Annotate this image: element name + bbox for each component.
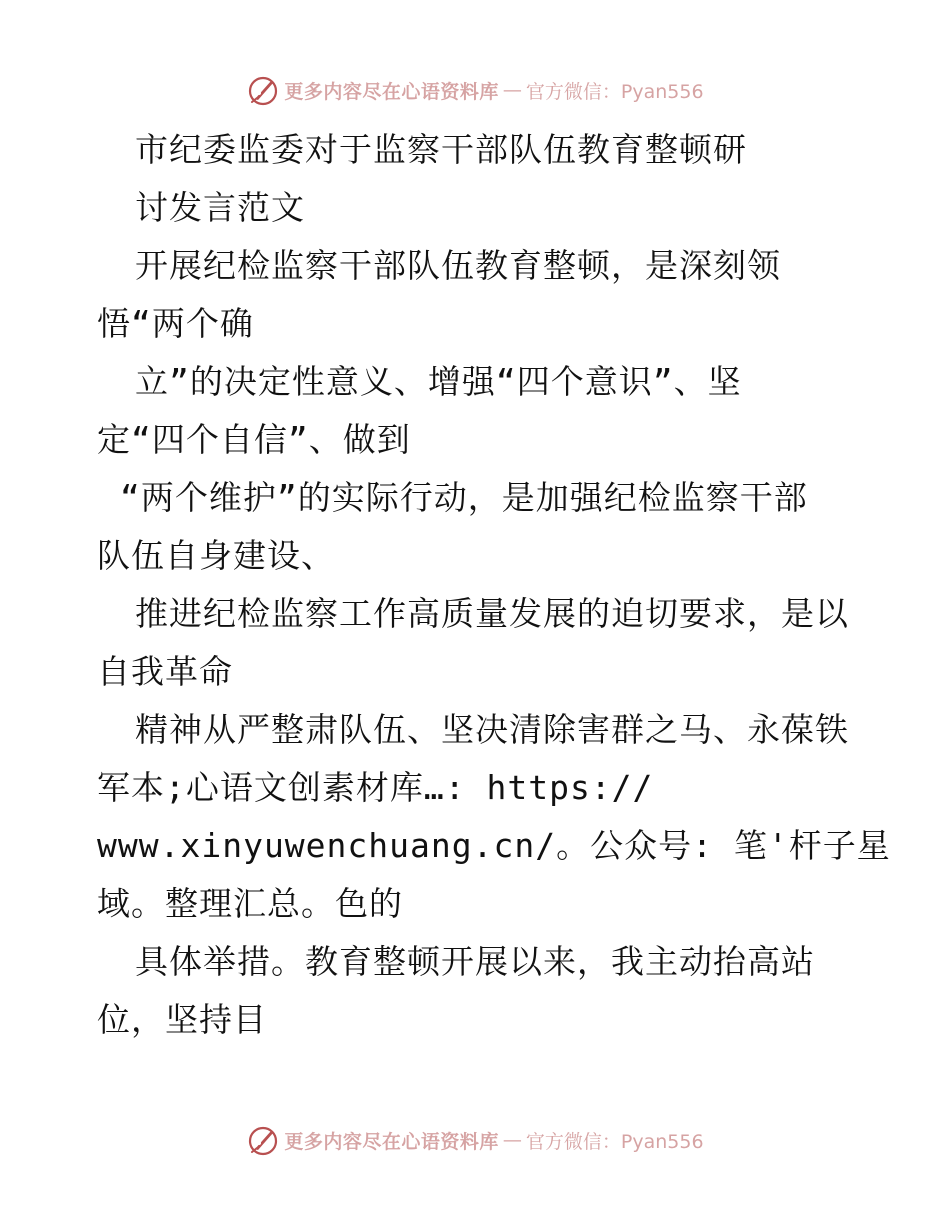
watermark-group bbox=[246, 73, 703, 107]
doc-line: “两个维护”的实际行动，是加强纪检监察干部 bbox=[120, 478, 808, 517]
doc-line: 自我革命 bbox=[97, 652, 233, 691]
doc-line: 具体举措。教育整顿开展以来，我主动抬高站 bbox=[135, 942, 815, 981]
watermark-text: 更多内容尽在心语资料库 bbox=[284, 80, 499, 103]
header-watermark bbox=[0, 70, 950, 110]
watermark-separator: — bbox=[502, 79, 522, 101]
pen-feather-logo-icon bbox=[246, 1123, 280, 1157]
doc-line: 精神从严整肃队伍、坚决清除害群之马、永葆铁 bbox=[135, 710, 849, 749]
doc-line: 定“四个自信”、做到 bbox=[97, 420, 411, 459]
watermark-group bbox=[246, 1123, 703, 1157]
doc-line: 悟“两个确 bbox=[97, 304, 254, 343]
watermark-text: 更多内容尽在心语资料库 bbox=[284, 1130, 499, 1153]
doc-line: 推进纪检监察工作高质量发展的迫切要求，是以 bbox=[135, 594, 849, 633]
pen-feather-logo-icon bbox=[246, 73, 280, 107]
doc-line: 立”的决定性意义、增强“四个意识”、坚 bbox=[135, 362, 742, 401]
doc-line: www.xinyuwenchuang.cn/。公众号: 笔'杆子星 bbox=[97, 826, 891, 865]
doc-line: 队伍自身建设、 bbox=[97, 536, 335, 575]
doc-line-title-2: 讨发言范文 bbox=[135, 188, 305, 227]
watermark-wechat: 官方微信：Pyan556 bbox=[525, 1130, 704, 1153]
doc-line: 军本;心语文创素材库…: https:// bbox=[97, 768, 654, 807]
doc-line: 开展纪检监察干部队伍教育整顿，是深刻领 bbox=[135, 246, 781, 285]
doc-line: 位，坚持目 bbox=[97, 1000, 267, 1039]
watermark-separator: — bbox=[502, 1129, 522, 1151]
footer-watermark bbox=[0, 1120, 950, 1160]
doc-line: 域。整理汇总。色的 bbox=[97, 884, 403, 923]
watermark-wechat: 官方微信：Pyan556 bbox=[525, 80, 704, 103]
doc-line-title-1: 市纪委监委对于监察干部队伍教育整顿研 bbox=[135, 130, 747, 169]
